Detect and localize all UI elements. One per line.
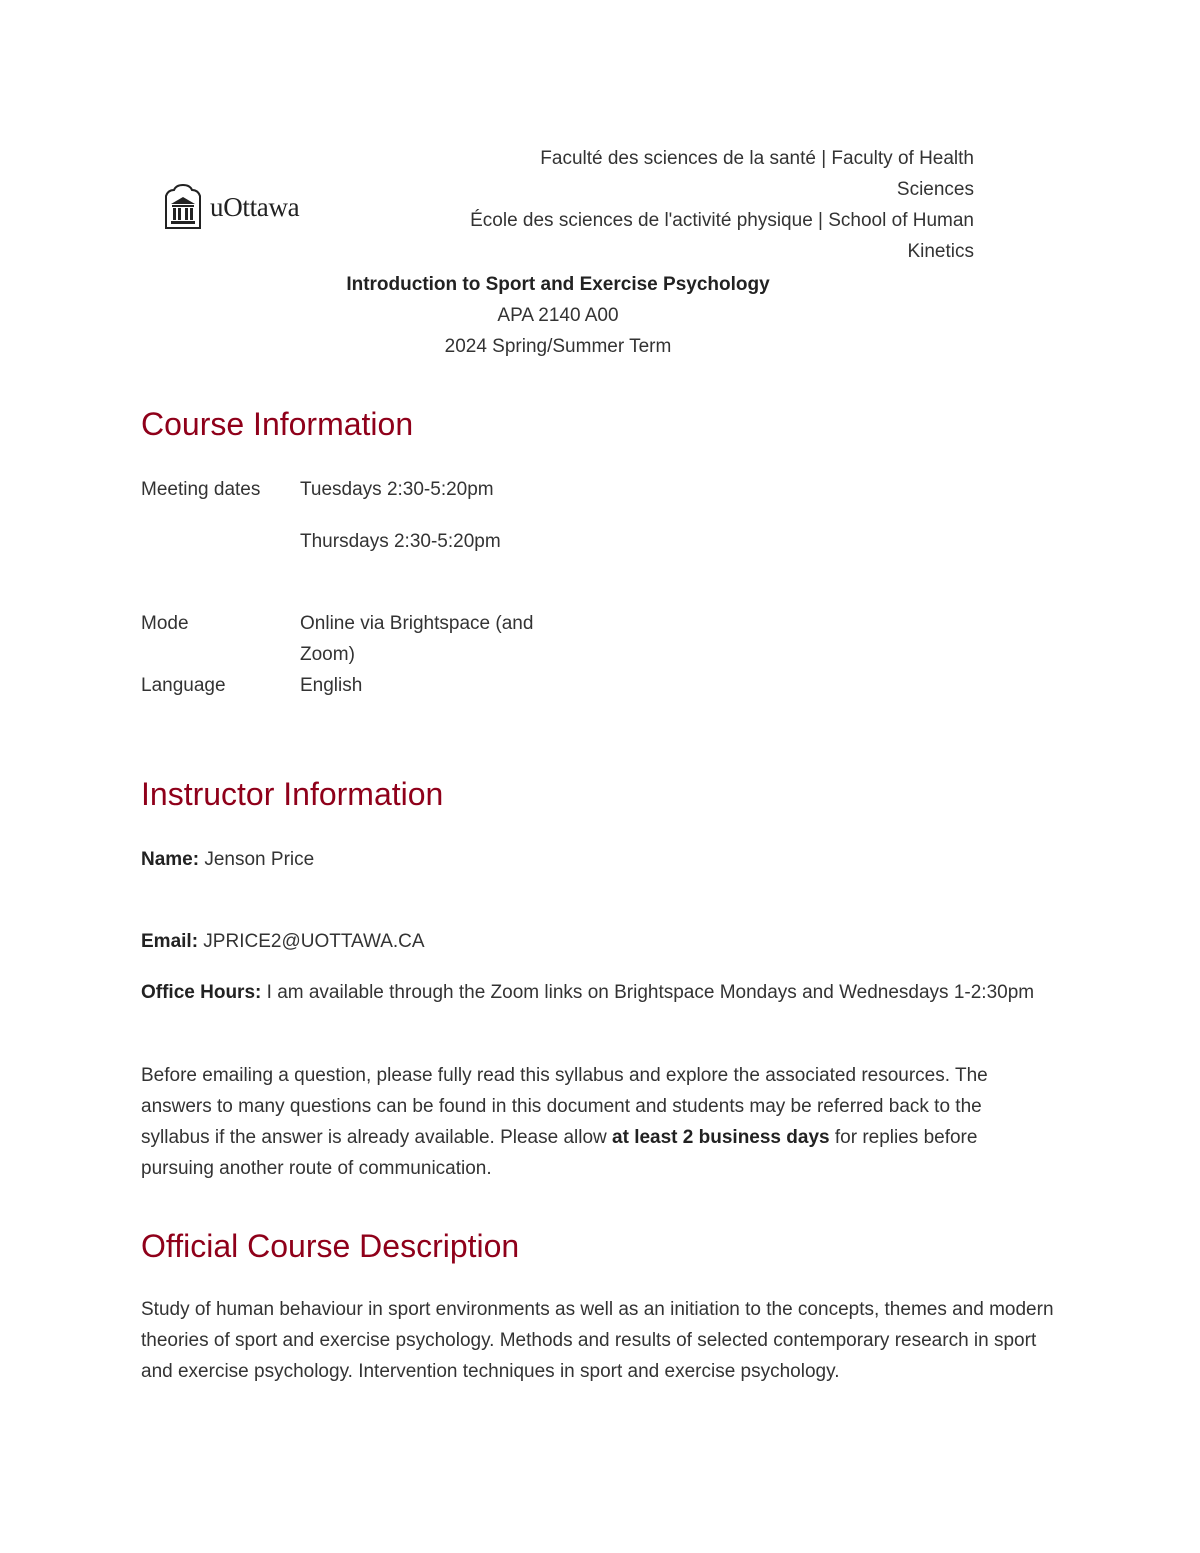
faculty-line-cont: Sciences	[896, 179, 974, 200]
meeting-date-1: Tuesdays 2:30-5:20pm	[300, 479, 494, 500]
language-label: Language	[141, 675, 226, 696]
course-title: Introduction to Sport and Exercise Psychology	[346, 274, 770, 295]
school-line-cont: Kinetics	[907, 241, 974, 262]
office-hours-value: I am available through the Zoom links on Brightspace Mondays and Wednesdays 1-2:30pm	[261, 982, 1035, 1003]
faculty-line: Faculté des sciences de la santé | Faculty of Health	[540, 148, 974, 169]
note-text: Before emailing a question, please fully read this syllabus and explore the associated resources. The answers to many questions can be found in this document and students may be referred back to the syllabus if the answer is already available. Please allow	[141, 1065, 988, 1148]
course-term: 2024 Spring/Summer Term	[444, 336, 672, 357]
note-emphasis: at least 2 business days	[612, 1127, 830, 1148]
email-policy-note	[141, 1060, 1053, 1184]
name-value: Jenson Price	[199, 849, 315, 870]
name-label: Name:	[141, 849, 200, 870]
course-information-heading: Course Information	[141, 406, 414, 442]
email-value: JPRICE2@UOTTAWA.CA	[198, 931, 425, 952]
meeting-date-2: Thursdays 2:30-5:20pm	[300, 531, 501, 552]
school-line: École des sciences de l'activité physique | School of Human	[470, 210, 974, 231]
uottawa-logo	[164, 182, 334, 232]
instructor-information-heading: Instructor Information	[141, 776, 444, 812]
instructor-email	[141, 926, 1061, 957]
logo-wordmark: uOttawa	[210, 191, 300, 222]
mode-value-line2: Zoom)	[300, 644, 355, 665]
university-building-icon	[164, 184, 202, 230]
meeting-dates-label: Meeting dates	[141, 479, 261, 500]
course-title-block	[0, 269, 1116, 362]
course-description-heading: Official Course Description	[141, 1228, 520, 1264]
faculty-header	[414, 143, 974, 267]
office-hours-label: Office Hours:	[141, 982, 262, 1003]
note-text-end: for replies before pursuing another route of communication.	[141, 1127, 978, 1179]
language-value: English	[300, 675, 363, 696]
course-code: APA 2140 A00	[497, 305, 619, 326]
office-hours	[141, 977, 1041, 1008]
instructor-name	[141, 844, 1061, 875]
mode-value-line1: Online via Brightspace (and	[300, 613, 534, 634]
mode-label: Mode	[141, 613, 189, 634]
email-label: Email:	[141, 931, 199, 952]
course-description-text: Study of human behaviour in sport environments as well as an initiation to the concepts, themes and modern theories of sport and exercise psychology. Methods and results of selected contemporary research in sport and exercise psychology. Intervention techniques in sport and exercise psychology.	[141, 1299, 1054, 1382]
